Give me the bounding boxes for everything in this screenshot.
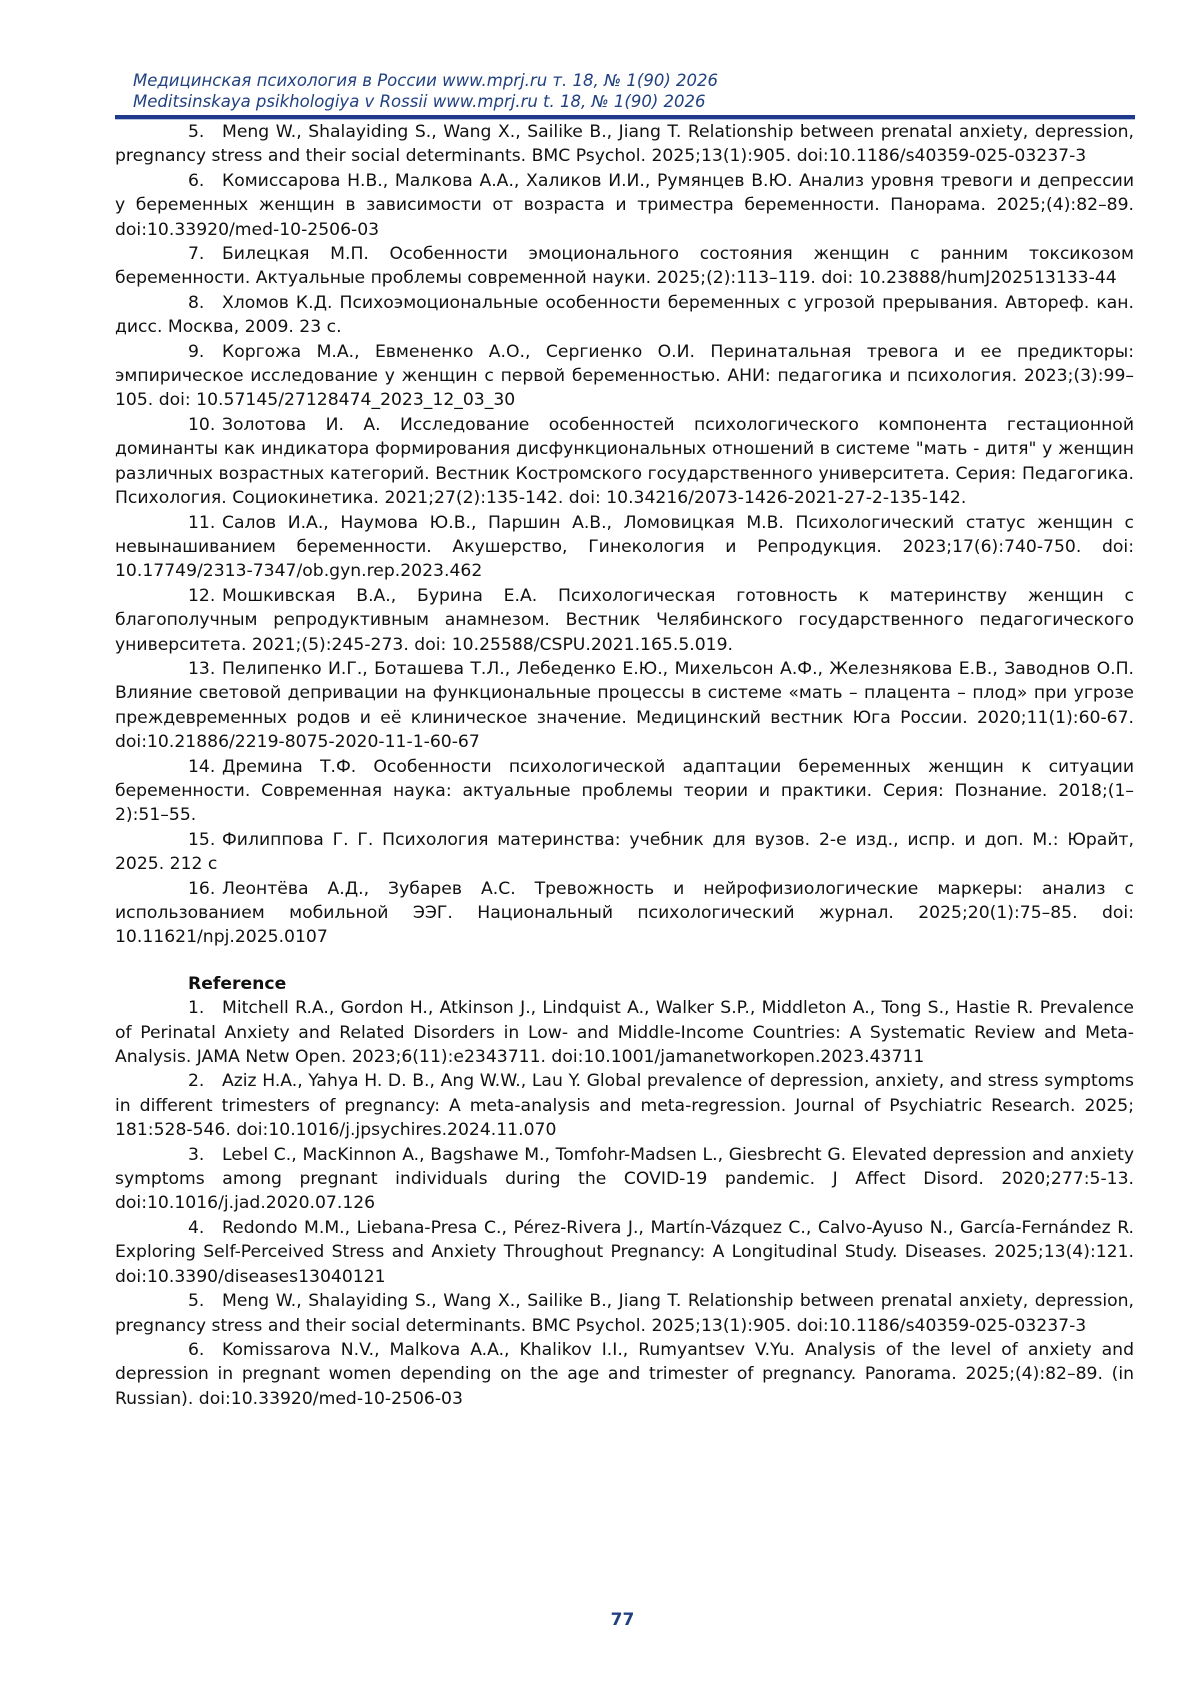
reference-number: 12. <box>188 585 216 606</box>
reference-item <box>115 413 1134 511</box>
reference-number: 2. <box>188 1071 205 1092</box>
reference-number: 4. <box>188 1217 205 1238</box>
references-en-list <box>115 996 1134 1411</box>
reference-number: 3. <box>188 1144 205 1165</box>
reference-item <box>115 169 1134 242</box>
reference-item <box>115 340 1134 413</box>
reference-text: Meng W., Shalayiding S., Wang X., Sailike B., Jiang T. Relationship between prenatal anxiety, depression, pregnancy stress and their social determinants. BMC Psychol. 2025;13(1):905. doi:10.1186/s40359-025-03237-3 <box>115 122 1134 167</box>
reference-text: Aziz H.A., Yahya H. D. B., Ang W.W., Lau Y. Global prevalence of depression, anxiety, and stress symptoms in different trimesters of pregnancy: A meta-analysis and meta-regression. Journal of Psychiatric Research. 2025; 181:528-546. doi:10.1016/j.jpsychires.2024.11.070 <box>115 1071 1134 1141</box>
reference-number: 15. <box>188 829 216 850</box>
reference-number: 6. <box>188 170 205 191</box>
reference-number: 5. <box>188 1291 205 1312</box>
header-line-translit: Meditsinskaya psikhologiya v Rossii www.mprj.ru t. 18, № 1(90) 2026 <box>133 92 706 111</box>
reference-text: Mitchell R.A., Gordon H., Atkinson J., Lindquist A., Walker S.P., Middleton A., Tong S., Hastie R. Prevalence of Perinatal Anxiety and Related Disorders in Low- and Middle-Income Countries: A Systematic Review and Meta-Analysis. JAMA Netw Open. 2023;6(11):e2343711. doi:10.1001/jamanetworkopen.2023.43711 <box>115 998 1134 1068</box>
reference-item <box>115 877 1134 950</box>
reference-item <box>115 242 1134 291</box>
reference-text: Lebel C., MacKinnon A., Bagshawe M., Tomfohr-Madsen L., Giesbrecht G. Elevated depression and anxiety symptoms among pregnant individuals during the COVID-19 pandemic. J Affect Disord. 2020;277:5-13. doi:10.1016/j.jad.2020.07.126 <box>115 1144 1134 1214</box>
reference-item <box>115 996 1134 1069</box>
running-header <box>133 70 1133 112</box>
reference-number: 8. <box>188 292 205 313</box>
reference-item <box>115 1069 1134 1142</box>
reference-number: 13. <box>188 658 216 679</box>
reference-text: Хломов К.Д. Психоэмоциональные особенности беременных с угрозой прерывания. Автореф. кан. дисс. Москва, 2009. 23 с. <box>115 292 1134 338</box>
reference-text: Салов И.А., Наумова Ю.В., Паршин А.В., Ломовицкая М.В. Психологический статус женщин с невынашиванием беременности. Акушерство, Гинекология и Репродукция. 2023;17(6):740-750. doi: 10.17749/2313-7347/ob.gyn.rep.2023.462 <box>115 512 1134 582</box>
header-line-ru: Медицинская психология в России www.mprj.ru т. 18, № 1(90) 2026 <box>133 71 718 90</box>
reference-item <box>115 1338 1134 1411</box>
reference-item <box>115 1143 1134 1216</box>
reference-text: Redondo M.M., Liebana-Presa C., Pérez-Rivera J., Martín-Vázquez C., Calvo-Ayuso N., García-Fernández R. Exploring Self-Perceived Stress and Anxiety Throughout Pregnancy: A Longitudinal Study. Diseases. 2025;13(4):121. doi:10.3390/diseases13040121 <box>115 1217 1134 1287</box>
reference-number: 16. <box>188 878 216 899</box>
reference-item <box>115 1216 1134 1289</box>
references-ru-list <box>115 120 1134 950</box>
reference-text: Леонтёва А.Д., Зубарев А.С. Тревожность и нейрофизиологические маркеры: анализ с использованием мобильной ЭЭГ. Национальный психологический журнал. 2025;20(1):75–85. doi: 10.11621/npj.2025.0107 <box>115 878 1134 948</box>
reference-number: 6. <box>188 1339 205 1360</box>
reference-number: 11. <box>188 512 216 533</box>
page-number: 77 <box>610 1610 635 1630</box>
reference-text: Комиссарова Н.В., Малкова А.А., Халиков И.И., Румянцев В.Ю. Анализ уровня тревоги и депрессии у беременных женщин в зависимости от возраста и триместра беременности. Панорама. 2025;(4):82–89. doi:10.33920/med-10-2506-03 <box>115 170 1134 240</box>
reference-text: Золотова И. А. Исследование особенностей психологического компонента гестационной доминанты как индикатора формирования дисфункциональных отношений в системе "мать - дитя" у женщин различных возрастных категорий. Вестник Костромского государственного университета. Серия: Педагогика. Психология. Социокинетика. 2021;27(2):135-142. doi: 10.34216/2073-1426-2021-27-2-135-142. <box>115 414 1134 509</box>
reference-item <box>115 511 1134 584</box>
reference-number: 14. <box>188 756 216 777</box>
reference-text: Komissarova N.V., Malkova A.A., Khalikov I.I., Rumyantsev V.Yu. Analysis of the level of anxiety and depression in pregnant women depending on the age and trimester of pregnancy. Panorama. 2025;(4):82–89. (in Russian). doi:10.33920/med-10-2506-03 <box>115 1339 1134 1409</box>
reference-text: Билецкая М.П. Особенности эмоционального состояния женщин с ранним токсикозом беременности. Актуальные проблемы современной науки. 2025;(2):113–119. doi: 10.23888/humJ202513133-44 <box>115 244 1134 289</box>
reference-number: 9. <box>188 341 205 362</box>
reference-number: 10. <box>188 414 216 435</box>
reference-item <box>115 657 1134 755</box>
page-body <box>115 120 1134 1411</box>
reference-number: 1. <box>188 998 205 1019</box>
reference-item <box>115 291 1134 340</box>
reference-text: Дремина Т.Ф. Особенности психологической адаптации беременных женщин к ситуации беременности. Современная наука: актуальные проблемы теории и практики. Серия: Познание. 2018;(1–2):51–55. <box>115 756 1134 826</box>
reference-item <box>115 828 1134 877</box>
reference-item <box>115 755 1134 828</box>
reference-item <box>115 120 1134 169</box>
reference-text: Пелипенко И.Г., Боташева Т.Л., Лебеденко Е.Ю., Михельсон А.Ф., Железнякова Е.В., Заводнов О.П. Влияние световой депривации на функциональные процессы в системе «мать – плацента – плод» при угрозе преждевременных родов и её клиническое значение. Медицинский вестник Юга России. 2020;11(1):60-67. doi:10.21886/2219-8075-2020-11-1-60-67 <box>115 658 1134 753</box>
reference-text: Коргожа М.А., Евмененко А.О., Сергиенко О.И. Перинатальная тревога и ее предикторы: эмпирическое исследование у женщин с первой беременностью. АНИ: педагогика и психология. 2023;(3):99–105. doi: 10.57145/27128474_2023_12_03_30 <box>115 341 1134 411</box>
reference-text: Филиппова Г. Г. Психология материнства: учебник для вузов. 2-е изд., испр. и доп. М.: Юрайт, 2025. 212 с <box>115 829 1134 875</box>
reference-text: Мошкивская В.А., Бурина Е.А. Психологическая готовность к материнству женщин с благополучным репродуктивным анамнезом. Вестник Челябинского государственного педагогического университета. 2021;(5):245-273. doi: 10.25588/CSPU.2021.165.5.019. <box>115 585 1134 655</box>
reference-number: 7. <box>188 244 205 265</box>
reference-section-title: Reference <box>188 973 287 994</box>
reference-item <box>115 584 1134 657</box>
reference-number: 5. <box>188 122 205 142</box>
reference-text: Meng W., Shalayiding S., Wang X., Sailike B., Jiang T. Relationship between prenatal anxiety, depression, pregnancy stress and their social determinants. BMC Psychol. 2025;13(1):905. doi:10.1186/s40359-025-03237-3 <box>115 1291 1134 1336</box>
reference-item <box>115 1289 1134 1338</box>
